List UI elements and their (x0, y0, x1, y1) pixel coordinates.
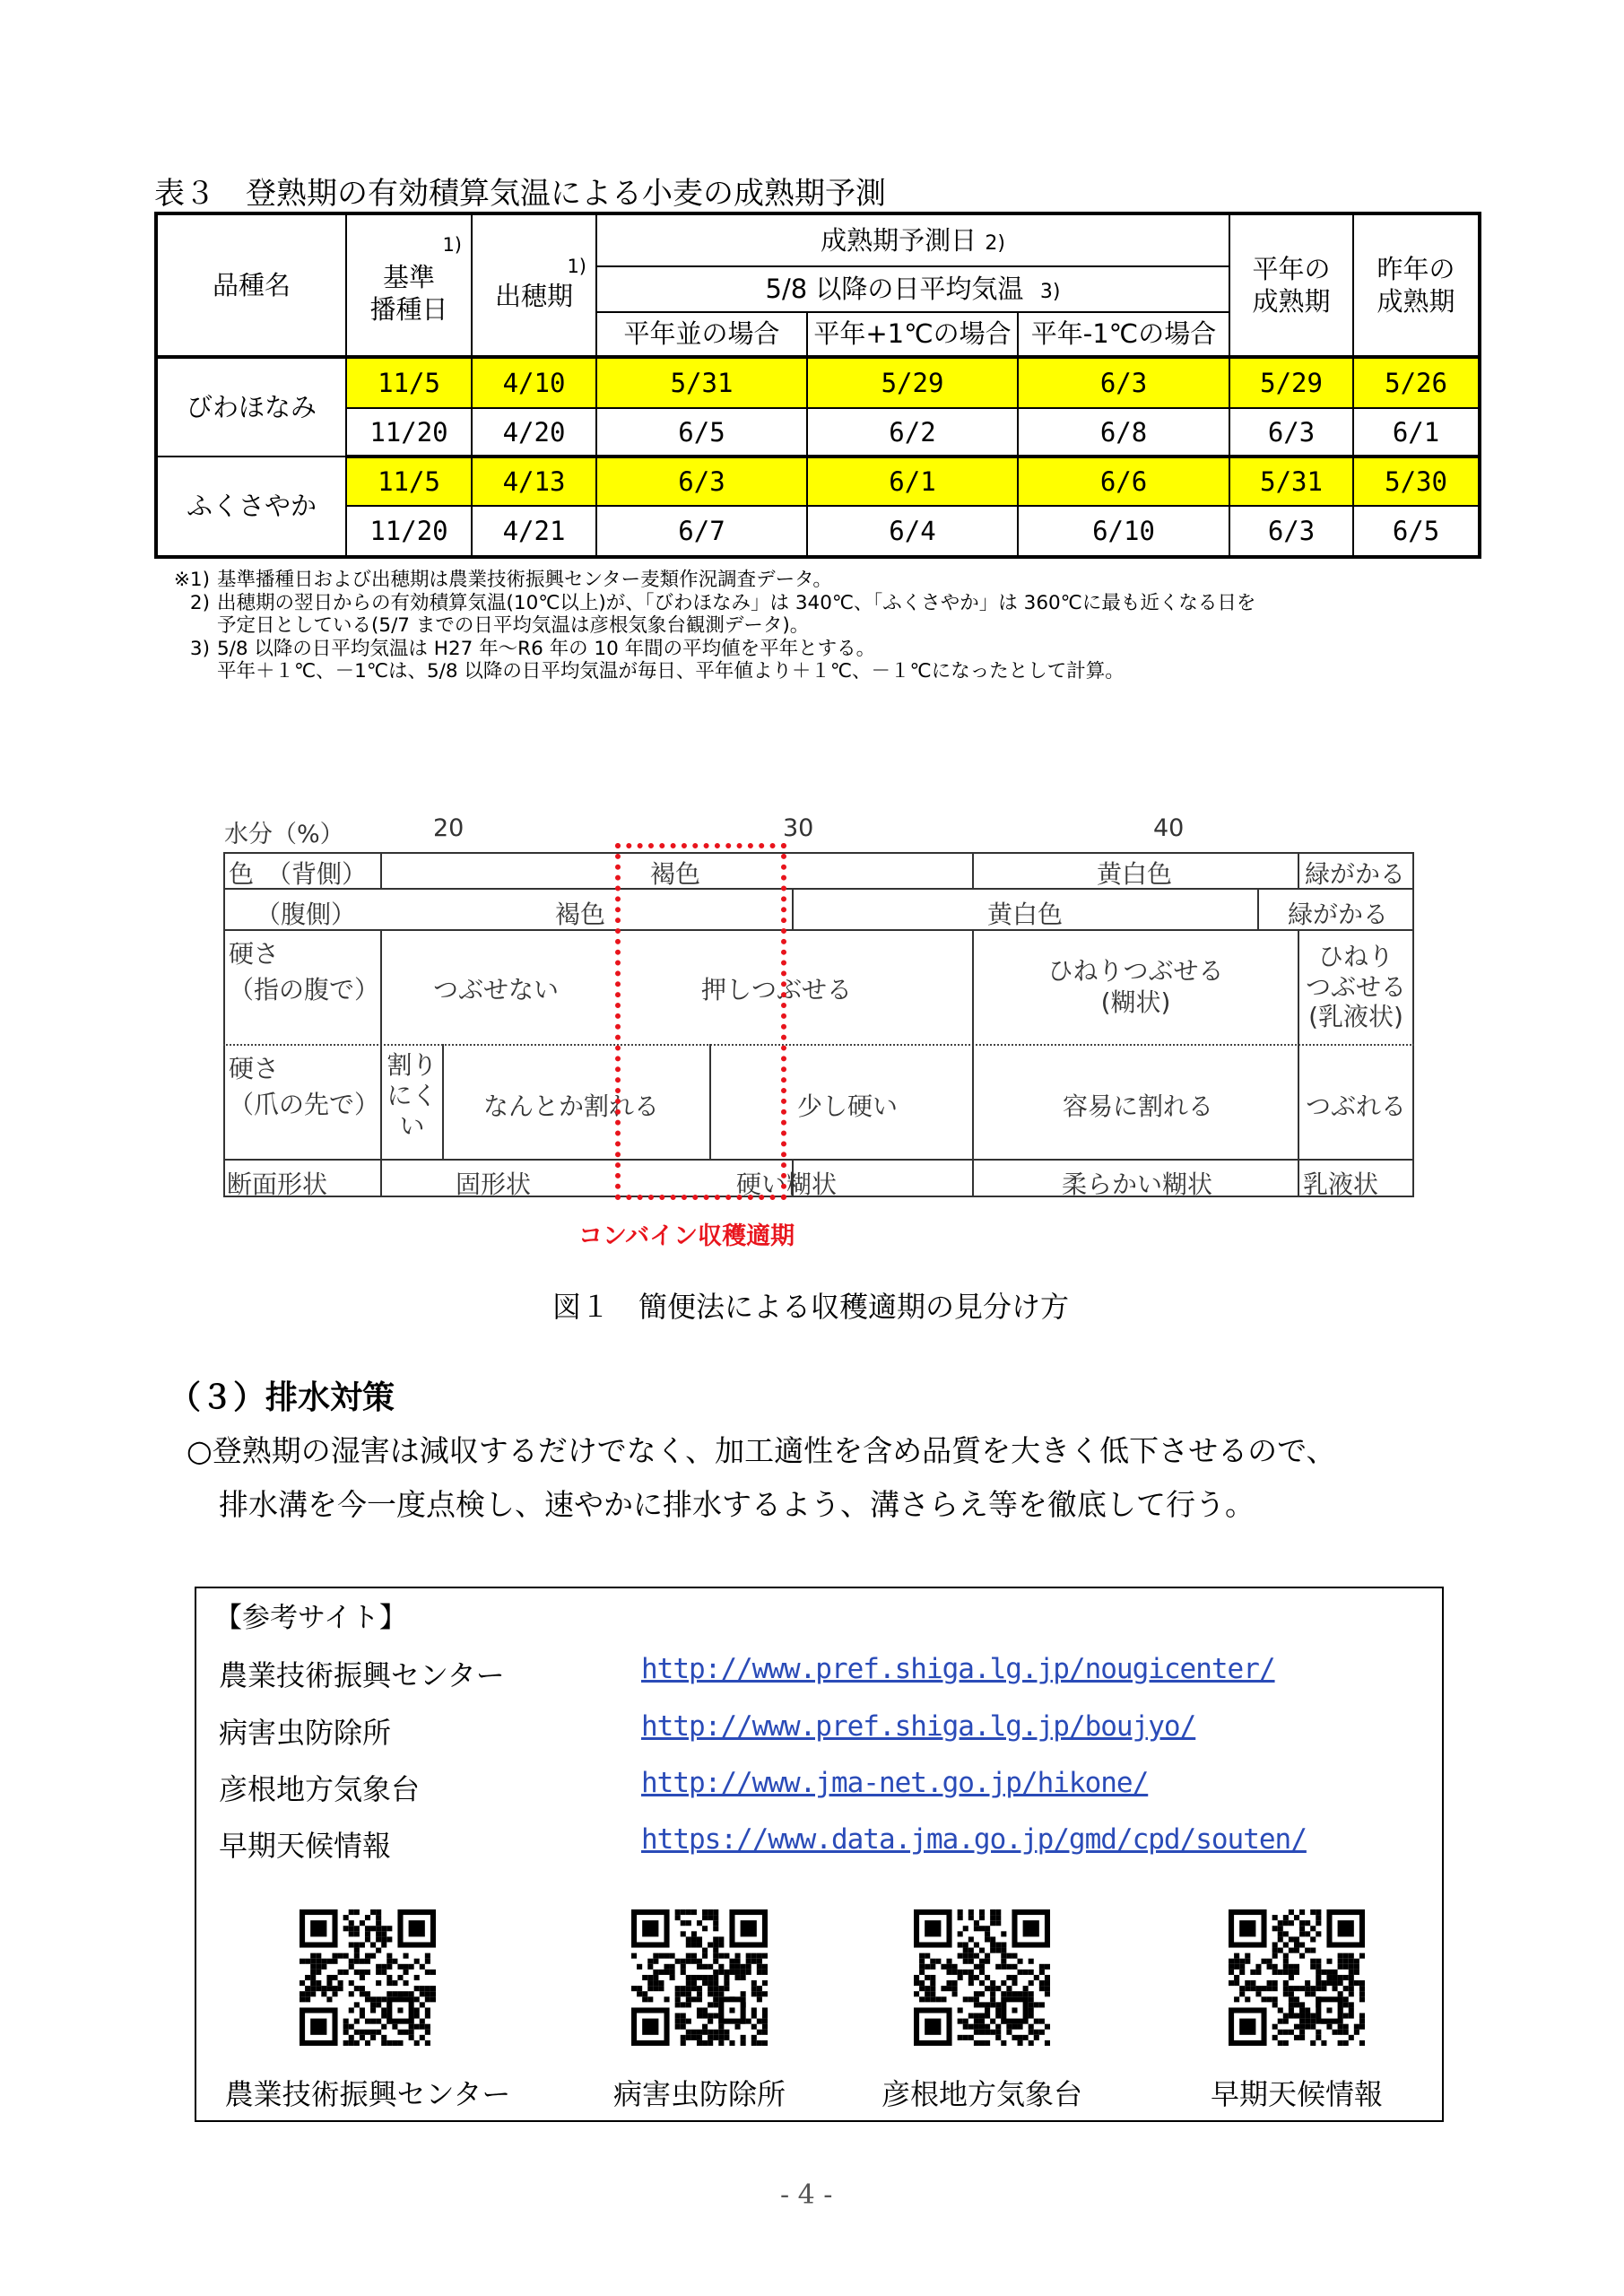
header-normal-maturity: 平年の 成熟期 (1229, 213, 1353, 357)
table-cell: 11/5 (346, 457, 472, 506)
figure-cell: にく (386, 1081, 438, 1110)
axis-tick: 30 (783, 814, 814, 842)
row-label: 硬さ (229, 939, 280, 969)
figure-cell: 褐色 (650, 859, 701, 889)
table-cell: 6/4 (807, 506, 1018, 557)
qr-code-icon[interactable] (914, 1909, 1050, 2046)
note-line: 2) 出穂期の翌日からの有効積算気温(10℃以上)が、「びわほなみ」は 340℃、「ふくさやか」は 360℃に最も近くなる日を (189, 591, 1256, 614)
figure-cell: 緑がかる (1288, 900, 1389, 929)
page-number: - 4 - (780, 2179, 833, 2211)
table-title: 表３ 登熟期の有効積算気温による小麦の成熟期予測 (154, 176, 886, 212)
figure-cell: 柔らかい糊状 (1062, 1170, 1213, 1199)
table-cell: 6/1 (1353, 408, 1480, 457)
header-prediction: 成熟期予測日 2) (596, 213, 1229, 266)
row-label: 断面形状 (227, 1170, 328, 1199)
qr-label: 彦根地方気象台 (881, 2077, 1082, 2111)
figure-cell: 少し硬い (797, 1091, 899, 1121)
figure-caption: 図１ 簡便法による収穫適期の見分け方 (552, 1290, 1070, 1324)
table-cell: 6/5 (1353, 506, 1480, 557)
figure-cell: 押しつぶせる (701, 975, 853, 1004)
axis-tick: 20 (433, 814, 465, 842)
figure-cell: 乳液状 (1303, 1170, 1379, 1199)
site-name: 彦根地方気象台 (219, 1772, 421, 1806)
table-cell: 6/6 (1018, 457, 1229, 506)
figure-cell: (乳液状) (1308, 1002, 1403, 1031)
figure-cell: 容易に割れる (1063, 1091, 1214, 1121)
table-cell: 6/3 (596, 457, 807, 506)
moisture-axis-label: 水分（%） (224, 821, 344, 848)
site-link[interactable]: http://www.pref.shiga.lg.jp/nougicenter/ (641, 1653, 1275, 1685)
table-cell: 6/5 (596, 408, 807, 457)
figure-cell: 褐色 (555, 900, 606, 929)
table-cell: 11/20 (346, 408, 472, 457)
table-cell: 11/5 (346, 357, 472, 408)
figure-cell: (糊状) (1100, 987, 1171, 1017)
figure-cell: つぶれる (1306, 1091, 1407, 1121)
site-link[interactable]: https://www.data.jma.go.jp/gmd/cpd/souten/ (641, 1823, 1307, 1856)
table-cell: 6/1 (807, 457, 1018, 506)
table-cell: 4/13 (472, 457, 596, 506)
figure-cell: 黄白色 (1097, 859, 1173, 889)
section-heading: （３）排水対策 (169, 1379, 395, 1416)
row-label: 色 （背側） (229, 859, 368, 889)
table-cell: 6/3 (1229, 408, 1353, 457)
site-link[interactable]: http://www.pref.shiga.lg.jp/boujyo/ (641, 1710, 1196, 1743)
header-variety: 品種名 (156, 213, 346, 357)
figure-cell: 固形状 (456, 1170, 532, 1199)
qr-code-icon[interactable] (631, 1909, 768, 2046)
table-cell: 5/26 (1353, 357, 1480, 408)
figure-cell: ひねりつぶせる (1047, 956, 1224, 986)
header-case-minus: 平年-1℃の場合 (1018, 312, 1229, 358)
table-cell: 6/3 (1018, 357, 1229, 408)
note-line: ※1) 基準播種日および出穂期は農業技術振興センター麦類作況調査データ。 (173, 569, 832, 591)
table-cell: 6/8 (1018, 408, 1229, 457)
figure-cell: 緑がかる (1305, 859, 1406, 889)
table-notes (161, 569, 1255, 683)
site-name: 農業技術振興センター (219, 1658, 505, 1692)
figure-cell: 硬い糊状 (736, 1170, 838, 1199)
qr-label: 農業技術振興センター (224, 2077, 511, 2111)
table-cell: 5/30 (1353, 457, 1480, 506)
variety-name: びわほなみ (156, 357, 346, 457)
qr-label: 病害虫防除所 (612, 2077, 786, 2111)
table-cell: 5/29 (807, 357, 1018, 408)
table-cell: 4/21 (472, 506, 596, 557)
table-cell: 5/29 (1229, 357, 1353, 408)
qr-label: 早期天候情報 (1210, 2077, 1383, 2111)
harvest-window-label: コンバイン収穫適期 (578, 1222, 795, 1250)
figure-cell: ひねり (1317, 942, 1394, 971)
note-line: 3) 5/8 以降の日平均気温は H27 年～R6 年の 10 年間の平均値を平年とする。 (189, 637, 876, 660)
table-cell: 5/31 (596, 357, 807, 408)
figure-cell: なんとか割れる (483, 1091, 660, 1121)
table-cell: 6/7 (596, 506, 807, 557)
row-label: （指の腹で） (229, 975, 380, 1004)
header-temp: 5/8 以降の日平均気温 3) (596, 266, 1229, 312)
figure-cell: 割り (386, 1050, 438, 1080)
note-line: 平年＋１℃、－1℃は、5/8 以降の日平均気温が毎日、平年値より＋１℃、－１℃になったとして計算。 (217, 660, 1125, 683)
header-last-year-maturity: 昨年の 成熟期 (1353, 213, 1480, 357)
header-case-plus: 平年+1℃の場合 (807, 312, 1018, 358)
figure-cell: つぶせる (1305, 972, 1406, 1002)
header-heading-date: 1) 出穂期 (472, 213, 596, 357)
figure-cell: 黄白色 (987, 900, 1064, 929)
site-link[interactable]: http://www.jma-net.go.jp/hikone/ (641, 1767, 1149, 1799)
table-cell: 6/2 (807, 408, 1018, 457)
row-label: 硬さ (229, 1054, 280, 1083)
note-line: 予定日としている(5/7 までの日平均気温は彦根気象台観測データ)。 (217, 614, 810, 637)
qr-code-icon[interactable] (1229, 1909, 1365, 2046)
harvest-window-marker (615, 843, 786, 1200)
table-cell: 5/31 (1229, 457, 1353, 506)
table-cell: 6/10 (1018, 506, 1229, 557)
section-body-line: 排水溝を今一度点検し、速やかに排水するよう、溝さらえ等を徹底して行う。 (219, 1487, 1255, 1522)
axis-tick: 40 (1153, 814, 1185, 842)
section-body-line: ○登熟期の湿害は減収するだけでなく、加工適性を含め品質を大きく低下させるので、 (187, 1433, 1336, 1468)
qr-code-icon[interactable] (300, 1909, 436, 2046)
header-case-normal: 平年並の場合 (596, 312, 807, 358)
table-cell: 6/3 (1229, 506, 1353, 557)
row-label: （腹側） (256, 900, 357, 929)
table-cell: 11/20 (346, 506, 472, 557)
reference-title: 【参考サイト】 (214, 1602, 407, 1634)
variety-name: ふくさやか (156, 457, 346, 557)
row-label: （爪の先で） (229, 1090, 380, 1119)
harvest-judgement-figure (223, 852, 1414, 1197)
maturity-prediction-table (154, 212, 1481, 559)
table-cell: 4/20 (472, 408, 596, 457)
figure-cell: つぶせない (433, 975, 560, 1004)
figure-cell: い (399, 1111, 425, 1141)
table-cell: 4/10 (472, 357, 596, 408)
site-name: 早期天候情報 (219, 1829, 392, 1863)
header-sowing-date: 1) 基準 播種日 (346, 213, 472, 357)
site-name: 病害虫防除所 (219, 1716, 392, 1750)
